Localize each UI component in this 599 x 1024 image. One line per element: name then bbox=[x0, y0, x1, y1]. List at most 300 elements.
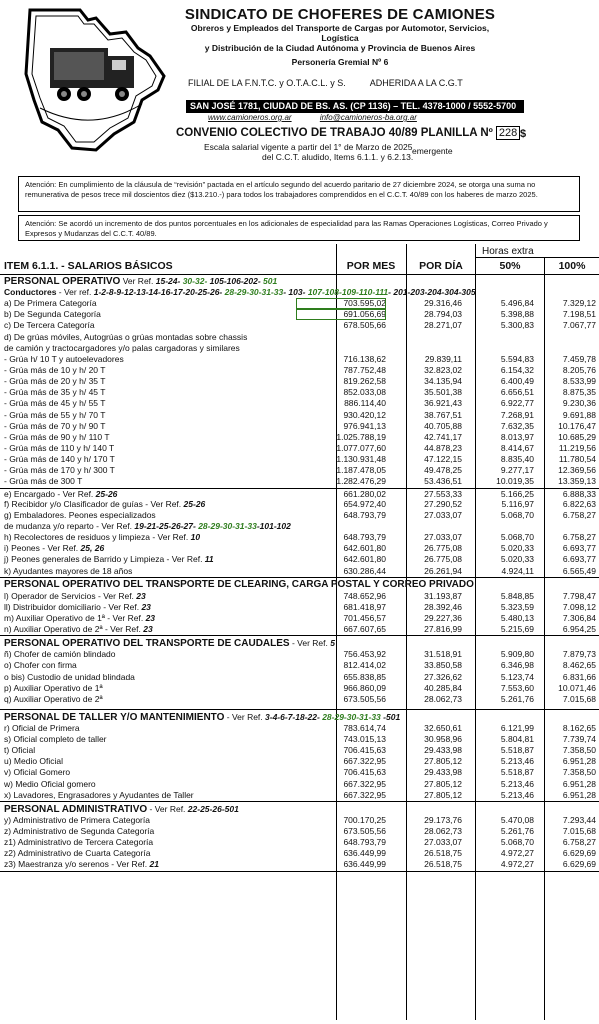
cell-100: 7.329,12 bbox=[562, 298, 596, 309]
table-row bbox=[0, 354, 599, 365]
cell-dia: 49.478,25 bbox=[424, 465, 462, 476]
cell-dia: 28.062,73 bbox=[424, 693, 462, 704]
cell-dia: 29.316,46 bbox=[424, 298, 462, 309]
cell-100: 6.954,25 bbox=[562, 624, 596, 635]
cell-mes: 642.601,80 bbox=[343, 543, 386, 554]
table-row bbox=[0, 376, 599, 387]
row-name bbox=[4, 734, 107, 745]
cell-mes: 1.187.478,05 bbox=[336, 465, 386, 476]
cell-50: 5.123,74 bbox=[500, 671, 534, 682]
cell-100: 7.198,51 bbox=[562, 309, 596, 320]
cell-50: 5.848,85 bbox=[500, 590, 534, 601]
cell-100: 7.098,12 bbox=[562, 601, 596, 612]
cell-dia: 27.805,12 bbox=[424, 789, 462, 800]
cell-100: 6.693,77 bbox=[562, 543, 596, 554]
row-ref: 25-26 bbox=[95, 488, 118, 499]
col-por-dia: POR DÍA bbox=[419, 260, 463, 272]
cell-dia: 35.501,38 bbox=[424, 387, 462, 398]
cell-mes: 1.025.788,19 bbox=[336, 431, 386, 442]
address-bar: SAN JOSÉ 1781, CIUDAD DE BS. AS. (CP 1136) – TEL. 4378-1000 / 5552-5700 bbox=[186, 100, 524, 113]
row-i bbox=[0, 543, 599, 554]
cell-100: 6.831,66 bbox=[562, 671, 596, 682]
cell-mes: 636.449,99 bbox=[343, 848, 386, 859]
cell-50: 4.972,27 bbox=[500, 859, 534, 870]
cell-mes: 654.972,40 bbox=[343, 498, 386, 509]
row-label: z2) Administrativo de Cuarta Categoría bbox=[4, 848, 151, 859]
table-row bbox=[0, 694, 599, 705]
row-name bbox=[4, 848, 150, 859]
row-label: ñ) Chofer de camión blindado bbox=[4, 649, 116, 660]
row-name bbox=[4, 723, 80, 734]
table-row bbox=[0, 779, 599, 790]
cell-dia: 29.433,98 bbox=[424, 767, 462, 778]
section-title: PERSONAL OPERATIVO DEL TRANSPORTE DE CAUDALES bbox=[4, 638, 290, 650]
row-ref: 11 bbox=[204, 554, 214, 565]
row-label: u) Medio Oficial bbox=[4, 756, 64, 767]
cell-100: 8.533,99 bbox=[562, 376, 596, 387]
cell-mes: 706.415,63 bbox=[343, 745, 386, 756]
cell-100: 7.798,47 bbox=[562, 590, 596, 601]
rows-administrativo bbox=[0, 815, 599, 871]
cell-dia: 27.326,62 bbox=[424, 671, 462, 682]
cell-50: 7.268,91 bbox=[500, 409, 534, 420]
conductores-row bbox=[0, 287, 599, 298]
table-row bbox=[0, 848, 599, 859]
row-label: q) Auxiliar Operativo de 2ª bbox=[4, 693, 103, 704]
row-name bbox=[4, 624, 153, 635]
col-100: 100% bbox=[558, 260, 586, 272]
row-name bbox=[4, 309, 101, 320]
section-personal-operativo bbox=[0, 274, 599, 287]
row-name bbox=[4, 432, 110, 443]
table-row bbox=[0, 602, 599, 613]
section-ref-1: 3-4-6-7-18-22- bbox=[265, 711, 320, 722]
conductores-ref-5: - 201-203-204-304-305 bbox=[388, 287, 476, 297]
cell-mes: 703.595,02 bbox=[296, 298, 386, 309]
table-row bbox=[0, 790, 599, 801]
rows-clearing bbox=[0, 591, 599, 636]
row-name bbox=[4, 672, 135, 683]
cell-50: 5.480,13 bbox=[500, 612, 534, 623]
row-name bbox=[4, 298, 97, 309]
row-name bbox=[4, 745, 35, 756]
cell-50: 7.632,35 bbox=[500, 420, 534, 431]
convenio-text: CONVENIO COLECTIVO DE TRABAJO 40/89 PLANILLA Nº bbox=[176, 127, 493, 139]
row-name bbox=[4, 815, 150, 826]
cell-dia: 29.433,98 bbox=[424, 745, 462, 756]
row-g bbox=[0, 510, 599, 521]
cell-50: 5.020,33 bbox=[500, 543, 534, 554]
cell-50: 5.804,81 bbox=[500, 734, 534, 745]
table-row bbox=[0, 465, 599, 476]
planilla-number: 228 bbox=[496, 126, 520, 140]
cell-100: 7.879,73 bbox=[562, 649, 596, 660]
row-label: - Grúa más de 300 T bbox=[4, 476, 83, 487]
cell-mes: 976.941,13 bbox=[343, 420, 386, 431]
filial-text: FILIAL DE LA F.N.T.C. y O.T.A.C.L. y S. bbox=[188, 78, 346, 88]
cell-mes: 701.456,57 bbox=[343, 612, 386, 623]
section-ref-label: - Ver Ref. bbox=[289, 638, 331, 649]
row-ref-3: -101-102 bbox=[256, 520, 291, 531]
table-row bbox=[0, 649, 599, 660]
section-ref-1: 15-24- bbox=[155, 276, 183, 286]
row-label: o) Chofer con firma bbox=[4, 660, 77, 671]
cell-100: 12.369,56 bbox=[558, 465, 596, 476]
row-ref: 21 bbox=[149, 859, 159, 870]
row-ref: 10 bbox=[190, 532, 201, 543]
table-row bbox=[0, 432, 599, 443]
scale-validity-line-2: del C.C.T. aludido, Items 6.1.1. y 6.2.13. bbox=[262, 152, 414, 162]
row-name bbox=[4, 649, 116, 660]
cell-mes: 673.505,56 bbox=[343, 693, 386, 704]
cell-50: 5.068,70 bbox=[500, 532, 534, 543]
row-name bbox=[4, 343, 240, 354]
union-subtitle-1: Obreros y Empleados del Transporte de Cargas por Automotor, Servicios, Logística bbox=[190, 23, 490, 43]
section-ref-2: 28-29-30-31-33 bbox=[319, 711, 381, 722]
table-row bbox=[0, 332, 599, 343]
cell-100: 7.067,77 bbox=[562, 320, 596, 331]
union-logo-icon bbox=[22, 4, 172, 154]
table-row bbox=[0, 767, 599, 778]
contact-links bbox=[208, 113, 443, 122]
row-name bbox=[4, 398, 105, 409]
rows-caudales bbox=[0, 649, 599, 705]
cell-100: 9.691,88 bbox=[562, 409, 596, 420]
section-ref-2: -501 bbox=[221, 803, 239, 814]
cell-dia: 34.135,94 bbox=[424, 376, 462, 387]
cell-100: 10.685,29 bbox=[558, 431, 596, 442]
row-label: w) Medio Oficial gomero bbox=[4, 778, 96, 789]
cell-100: 8.462,65 bbox=[562, 660, 596, 671]
cell-100: 7.293,44 bbox=[562, 814, 596, 825]
table-row bbox=[0, 837, 599, 848]
row-name bbox=[4, 767, 70, 778]
cell-mes: 716.138,62 bbox=[343, 353, 386, 364]
notice-increment: Atención: Se acordó un incremento de dos puntos porcentuales en los adicionales de especialidad para las Ramas Operaciones Logísticas, Correo Privado y Expresos y Mudanzas del C.C.T. 40/89. bbox=[18, 215, 580, 241]
conductores-ref-label: - Ver ref. bbox=[56, 287, 94, 297]
cell-100: 8.875,35 bbox=[562, 387, 596, 398]
row-label: z3) Maestranza y/o serenos - Ver Ref. bbox=[4, 859, 150, 870]
cell-dia: 31.193,87 bbox=[424, 590, 462, 601]
table-row bbox=[0, 624, 599, 635]
table-row bbox=[0, 613, 599, 624]
table-row bbox=[0, 756, 599, 767]
notice-revision: Atención: En cumplimiento de la cláusula de “revisión” pactada en el artículo segundo del acuerdo paritario de 27 diciembre 2024, se otorga una suma no remunerativa de pesos trece mil doscientos diez ($13.210.-) para todos los trabajadores comprendidos en el C.C.T. 40/89 con los haberes de marzo 2025. bbox=[18, 176, 580, 212]
section-title: PERSONAL OPERATIVO bbox=[4, 276, 121, 287]
cell-mes: 673.505,56 bbox=[343, 826, 386, 837]
row-label: z) Administrativo de Segunda Categoría bbox=[4, 826, 155, 837]
section-administrativo bbox=[0, 801, 599, 815]
row-label: - Grúa h/ 10 T y autoelevadores bbox=[4, 353, 124, 364]
cell-100: 11.780,54 bbox=[558, 454, 596, 465]
row-label: ll) Distribuidor domiciliario - Ver Ref. bbox=[4, 601, 142, 612]
conductores-ref-3: - 103- bbox=[283, 287, 308, 297]
salary-table bbox=[0, 244, 599, 872]
cell-mes: 1.130.931,48 bbox=[336, 454, 386, 465]
cell-100: 6.951,28 bbox=[562, 789, 596, 800]
cell-dia: 44.878,23 bbox=[424, 442, 462, 453]
row-name bbox=[4, 613, 155, 624]
section-ref-3: 105-106-202- bbox=[207, 276, 264, 286]
cell-100: 6.758,27 bbox=[562, 837, 596, 848]
website-link[interactable]: www.camioneros.org.ar bbox=[208, 113, 292, 122]
table-row bbox=[0, 476, 599, 487]
cell-mes: 642.601,80 bbox=[343, 554, 386, 565]
table-row bbox=[0, 343, 599, 354]
row-label: - Grúa más de 140 y h/ 170 T bbox=[4, 454, 115, 465]
row-label: de mudanza y/o reparto - Ver Ref. bbox=[4, 520, 135, 531]
table-row bbox=[0, 815, 599, 826]
cell-100: 6.629,69 bbox=[562, 848, 596, 859]
row-label: - Grúa más de 20 y h/ 35 T bbox=[4, 376, 106, 387]
cell-mes: 648.793,79 bbox=[343, 532, 386, 543]
table-row bbox=[0, 672, 599, 683]
cell-mes: 667.322,95 bbox=[343, 789, 386, 800]
row-ref: 23 bbox=[136, 590, 146, 601]
table-row bbox=[0, 421, 599, 432]
section-taller bbox=[0, 709, 599, 723]
email-link[interactable]: info@camioneros-ba.org.ar bbox=[319, 113, 417, 122]
cell-dia: 30.958,96 bbox=[424, 734, 462, 745]
table-row bbox=[0, 443, 599, 454]
row-name bbox=[4, 826, 154, 837]
row-name bbox=[4, 476, 82, 487]
cell-dia: 42.741,17 bbox=[424, 431, 462, 442]
cell-dia: 47.122,15 bbox=[424, 454, 462, 465]
cell-mes: 636.449,99 bbox=[343, 859, 386, 870]
row-name bbox=[4, 591, 146, 602]
cell-mes: 1.077.077,60 bbox=[336, 442, 386, 453]
cell-50: 6.400,49 bbox=[500, 376, 534, 387]
cell-50: 6.922,77 bbox=[500, 398, 534, 409]
row-label: j) Peones generales de Barrido y Limpieza - Ver Ref. bbox=[4, 554, 205, 565]
cell-mes: 648.793,79 bbox=[343, 837, 386, 848]
row-name bbox=[4, 779, 96, 790]
table-row bbox=[0, 723, 599, 734]
table-row bbox=[0, 320, 599, 331]
emergente-text: emergente bbox=[412, 146, 453, 156]
cell-50: 5.213,46 bbox=[500, 756, 534, 767]
cell-50: 5.166,25 bbox=[500, 488, 534, 499]
cell-dia: 31.518,91 bbox=[424, 649, 462, 660]
row-label: i) Peones - Ver Ref. bbox=[4, 543, 81, 554]
convenio-title bbox=[176, 126, 520, 140]
col-item: ITEM 6.1.1. - SALARIOS BÁSICOS bbox=[4, 260, 173, 272]
cell-100: 7.015,68 bbox=[562, 693, 596, 704]
row-label: - Grúa más de 55 y h/ 70 T bbox=[4, 409, 106, 420]
cell-mes: 655.838,85 bbox=[343, 671, 386, 682]
cell-dia: 27.816,99 bbox=[424, 624, 462, 635]
cell-dia: 53.436,51 bbox=[424, 476, 462, 487]
cell-dia: 27.553,33 bbox=[424, 488, 462, 499]
cell-100: 6.951,28 bbox=[562, 756, 596, 767]
table-row bbox=[0, 826, 599, 837]
cell-50: 9.277,17 bbox=[500, 465, 534, 476]
row-name bbox=[4, 421, 105, 432]
cell-mes: 812.414,02 bbox=[343, 660, 386, 671]
row-name bbox=[4, 790, 194, 801]
cell-dia: 40.285,84 bbox=[424, 682, 462, 693]
row-name bbox=[4, 465, 115, 476]
cell-50: 6.346,98 bbox=[500, 660, 534, 671]
row-label: - Grúa más de 70 y h/ 90 T bbox=[4, 420, 106, 431]
scale-validity-line-1: Escala salarial vigente a partir del 1° de Marzo de 2025 bbox=[204, 142, 413, 152]
cell-mes: 648.793,79 bbox=[343, 509, 386, 520]
cell-dia: 28.062,73 bbox=[424, 826, 462, 837]
cell-mes: 1.282.476,29 bbox=[336, 476, 386, 487]
section-ref-label: - Ver Ref. bbox=[224, 711, 266, 722]
cell-dia: 29.173,76 bbox=[424, 814, 462, 825]
adherida-text: ADHERIDA A LA C.G.T bbox=[369, 78, 463, 88]
cell-50: 5.215,69 bbox=[500, 624, 534, 635]
row-name bbox=[4, 387, 105, 398]
row-name bbox=[4, 365, 105, 376]
section-caudales bbox=[0, 635, 599, 649]
cell-dia: 29.839,11 bbox=[424, 353, 462, 364]
cell-dia: 28.794,03 bbox=[424, 309, 462, 320]
cell-dia: 28.392,46 bbox=[424, 601, 462, 612]
col-por-mes: POR MES bbox=[346, 260, 396, 272]
rows-taller bbox=[0, 723, 599, 801]
row-label: - Grúa más de 10 y h/ 20 T bbox=[4, 364, 106, 375]
section-title: PERSONAL OPERATIVO DEL TRANSPORTE DE CLEARING, CARGA POSTAL Y CORREO PRIVADO bbox=[4, 578, 474, 590]
cell-dia: 27.033,07 bbox=[424, 509, 462, 520]
personeria-gremial: Personería Gremial Nº 6 bbox=[291, 57, 389, 67]
cell-50: 4.972,27 bbox=[500, 848, 534, 859]
cell-50: 5.213,46 bbox=[500, 789, 534, 800]
row-ref: 25-26 bbox=[183, 498, 206, 509]
table-row bbox=[0, 660, 599, 671]
row-ref: 25, 26 bbox=[80, 543, 105, 554]
cell-100: 6.888,33 bbox=[562, 488, 596, 499]
cell-100: 8.205,76 bbox=[562, 364, 596, 375]
cell-50: 5.518,87 bbox=[500, 767, 534, 778]
cell-mes: 930.420,12 bbox=[343, 409, 386, 420]
cell-50: 8.414,67 bbox=[500, 442, 534, 453]
cell-50: 6.154,32 bbox=[500, 364, 534, 375]
cell-dia: 28.271,07 bbox=[424, 320, 462, 331]
table-header-row bbox=[0, 258, 599, 274]
row-label: r) Oficial de Primera bbox=[4, 722, 80, 733]
cell-mes: 667.322,95 bbox=[343, 778, 386, 789]
cell-mes: 706.415,63 bbox=[343, 767, 386, 778]
union-name-block bbox=[180, 6, 500, 53]
row-label: - Grúa más de 35 y h/ 45 T bbox=[4, 387, 106, 398]
cell-mes: 748.652,96 bbox=[343, 590, 386, 601]
cell-dia: 27.805,12 bbox=[424, 756, 462, 767]
table-row bbox=[0, 734, 599, 745]
cell-100: 7.358,50 bbox=[562, 745, 596, 756]
table-row bbox=[0, 387, 599, 398]
cell-100: 6.629,69 bbox=[562, 859, 596, 870]
cell-mes: 886.114,40 bbox=[344, 398, 386, 409]
row-ref: 23 bbox=[143, 624, 153, 635]
rows-conductores bbox=[0, 298, 599, 487]
cell-dia: 27.033,07 bbox=[424, 532, 462, 543]
cell-mes: 852.033,08 bbox=[343, 387, 386, 398]
row-name bbox=[4, 354, 124, 365]
row-label: m) Auxiliar Operativo de 1ª - Ver Ref. bbox=[4, 612, 146, 623]
cell-100: 10.176,47 bbox=[558, 420, 596, 431]
cell-mes: 678.505,66 bbox=[343, 320, 386, 331]
row-label: a) De Primera Categoría bbox=[4, 298, 97, 309]
cell-50: 5.300,83 bbox=[500, 320, 534, 331]
union-subtitle-2: y Distribución de la Ciudad Autónoma y Provincia de Buenos Aires bbox=[204, 43, 476, 53]
cell-50: 5.213,46 bbox=[500, 778, 534, 789]
section-ref-1: 22-25-26 bbox=[187, 803, 222, 814]
cell-dia: 36.921,43 bbox=[424, 398, 462, 409]
row-label: de camión y tractocargadores y/o palas cargadoras y similares bbox=[4, 342, 240, 353]
table-row bbox=[0, 309, 599, 320]
row-g-continued bbox=[0, 521, 599, 532]
cell-50: 5.068,70 bbox=[500, 837, 534, 848]
cell-50: 6.121,99 bbox=[500, 722, 534, 733]
cell-100: 6.822,63 bbox=[562, 498, 596, 509]
cell-mes: 630.286,44 bbox=[343, 565, 386, 576]
cell-50: 5.496,84 bbox=[500, 298, 534, 309]
cell-100: 9.230,36 bbox=[562, 398, 596, 409]
cell-50: 5.323,59 bbox=[500, 601, 534, 612]
row-name bbox=[4, 454, 115, 465]
table-row bbox=[0, 365, 599, 376]
cell-dia: 27.033,07 bbox=[424, 837, 462, 848]
cell-50: 5.261,76 bbox=[500, 693, 534, 704]
cell-100: 7.306,84 bbox=[562, 612, 596, 623]
row-label: - Grúa más de 90 y h/ 110 T bbox=[4, 431, 110, 442]
affiliation-line bbox=[188, 78, 485, 88]
row-label: o bis) Custodio de unidad blindada bbox=[4, 671, 135, 682]
cell-dia: 38.767,51 bbox=[424, 409, 462, 420]
row-name bbox=[4, 332, 247, 343]
row-label: l) Operador de Servicios - Ver Ref. bbox=[4, 590, 137, 601]
cell-mes: 700.170,25 bbox=[343, 814, 386, 825]
cell-50: 5.261,76 bbox=[500, 826, 534, 837]
row-ref: 23 bbox=[145, 612, 156, 623]
conductores-ref-1: 1-2-8-9-12-13-14-16-17-20-25-26- bbox=[93, 287, 223, 297]
cell-100: 6.758,27 bbox=[562, 532, 596, 543]
cell-mes: 667.607,65 bbox=[343, 624, 386, 635]
cell-50: 5.020,33 bbox=[500, 554, 534, 565]
row-label: k) Ayudantes mayores de 18 años bbox=[4, 565, 133, 576]
conductores-label: Conductores bbox=[4, 287, 57, 297]
row-label: x) Lavadores, Engrasadores y Ayudantes de Taller bbox=[4, 789, 194, 800]
cell-50: 4.924,11 bbox=[501, 565, 534, 576]
cell-50: 5.594,83 bbox=[500, 353, 534, 364]
cell-dia: 26.775,08 bbox=[424, 543, 462, 554]
table-row bbox=[0, 591, 599, 602]
row-name bbox=[4, 837, 153, 848]
cell-100: 11.219,56 bbox=[558, 442, 596, 453]
cell-100: 6.693,77 bbox=[562, 554, 596, 565]
cell-50: 6.656,51 bbox=[500, 387, 534, 398]
row-label: p) Auxiliar Operativo de 1ª bbox=[4, 682, 103, 693]
row-f bbox=[0, 499, 599, 510]
cell-100: 6.758,27 bbox=[562, 509, 596, 520]
cell-mes: 787.752,48 bbox=[343, 364, 386, 375]
section-ref: 5 bbox=[330, 638, 335, 649]
row-label: v) Oficial Gomero bbox=[4, 767, 71, 778]
cell-50: 7.553,60 bbox=[500, 682, 534, 693]
section-ref-label: Ver Ref. bbox=[120, 276, 156, 286]
section-clearing bbox=[0, 577, 599, 591]
row-label: - Grúa más de 110 y h/ 140 T bbox=[4, 442, 115, 453]
row-name bbox=[4, 694, 103, 705]
table-row bbox=[0, 745, 599, 756]
cell-dia: 40.705,88 bbox=[424, 420, 462, 431]
cell-dia: 27.290,52 bbox=[424, 498, 462, 509]
row-label: - Grúa más de 45 y h/ 55 T bbox=[4, 398, 106, 409]
cell-50: 5.470,08 bbox=[500, 814, 534, 825]
